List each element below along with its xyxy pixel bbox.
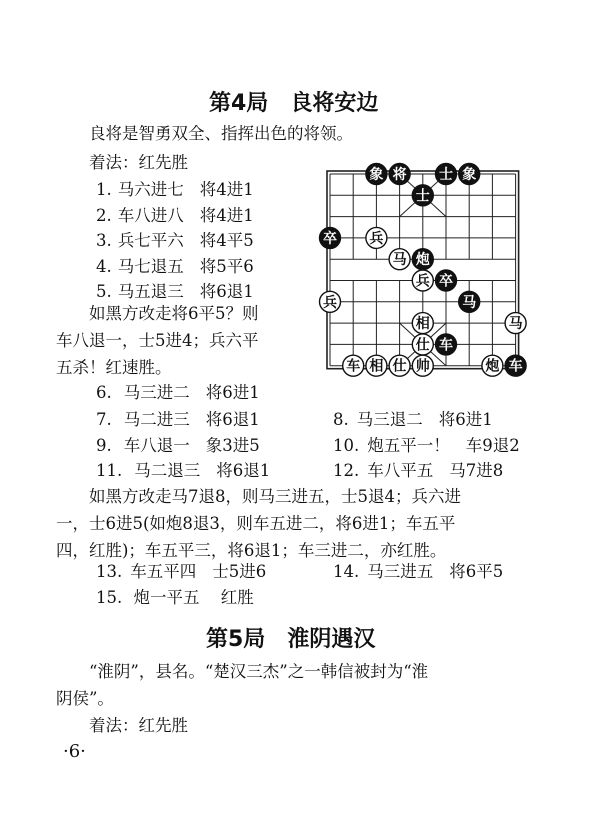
intro-text: 阴侯”。	[56, 689, 114, 708]
moves-label: 着法：红先胜	[89, 716, 188, 735]
section-name: 淮阴遇汉	[287, 627, 376, 652]
move-number: 11.	[96, 461, 123, 480]
variation-line: 如黑方改走将6平5？则	[89, 304, 259, 323]
move-black: 将6平5	[449, 562, 504, 581]
move-row	[96, 278, 254, 302]
move-row	[333, 457, 503, 481]
section-number: 第4局	[209, 91, 269, 116]
move-red: 车八退一	[123, 435, 190, 455]
black-piece	[320, 227, 341, 248]
move-red: 马六进七	[117, 180, 184, 199]
red-piece	[505, 313, 526, 334]
move-number: 13.	[96, 562, 123, 581]
move-black: 将4进1	[199, 180, 254, 199]
moves-label: 着法：红先胜	[89, 153, 188, 172]
page-number: ·6·	[63, 741, 86, 762]
variation-line: 一，士6进5(如炮8退3，则车五进二，将6进1；车五平	[56, 514, 456, 533]
move-number: 6.	[96, 383, 112, 402]
move-red: 马三进二	[123, 383, 190, 402]
red-piece	[389, 249, 410, 270]
red-piece	[412, 334, 433, 355]
move-red: 马二退三	[134, 461, 201, 480]
red-piece	[366, 355, 387, 376]
piece-label: 仕	[392, 358, 407, 375]
variation-line: 如黑方改走马7退8，则马三进五，士5退4；兵六进	[89, 487, 461, 506]
move-number: 4.	[96, 256, 112, 276]
move-row	[96, 253, 254, 277]
piece-label: 马	[462, 294, 477, 311]
black-piece	[412, 185, 433, 206]
move-number: 5.	[96, 282, 112, 301]
move-row	[96, 406, 260, 430]
move-black: 将4进1	[199, 205, 254, 225]
red-piece	[389, 355, 410, 376]
section-number: 第5局	[206, 627, 266, 652]
move-red: 马三退二	[356, 410, 423, 429]
section-title	[206, 622, 375, 653]
piece-label: 将	[392, 167, 407, 183]
move-row	[96, 176, 254, 200]
black-piece	[436, 270, 457, 291]
move-black: 将4平5	[199, 231, 254, 250]
move-number: 12.	[333, 461, 360, 480]
move-row	[333, 558, 503, 582]
piece-label: 仕	[415, 337, 430, 354]
move-row	[333, 432, 520, 456]
move-black: 士5进6	[212, 562, 267, 581]
move-red: 炮一平五	[133, 588, 200, 607]
move-black: 马7进8	[449, 461, 504, 480]
piece-label: 车	[508, 358, 523, 375]
move-black: 将6退1	[205, 410, 260, 429]
move-red: 车五平四	[130, 562, 197, 581]
move-black: 红胜	[220, 588, 254, 607]
piece-label: 相	[415, 316, 430, 333]
move-row	[96, 379, 260, 403]
move-row	[96, 558, 266, 582]
move-row	[96, 227, 254, 251]
variation-line: 车八退一，士5进4；兵六平	[56, 331, 259, 350]
piece-label: 车	[346, 358, 361, 375]
move-number: 15.	[96, 588, 123, 607]
piece-label: 兵	[369, 230, 384, 247]
red-piece	[412, 313, 433, 334]
red-piece	[320, 291, 341, 312]
piece-label: 兵	[323, 294, 337, 311]
move-red: 马三进五	[367, 562, 434, 581]
move-red: 车八进八	[117, 205, 184, 225]
piece-label: 卒	[323, 230, 337, 247]
black-piece	[366, 164, 387, 185]
move-row	[96, 432, 260, 456]
move-number: 2.	[96, 205, 112, 225]
piece-label: 马	[392, 252, 407, 269]
black-piece	[436, 334, 457, 355]
move-red: 马五退三	[117, 282, 184, 301]
move-row	[96, 202, 254, 226]
piece-label: 相	[369, 358, 384, 375]
piece-label: 兵	[415, 273, 430, 290]
black-piece	[389, 164, 410, 185]
move-black: 将5平6	[199, 256, 254, 276]
black-piece	[459, 164, 480, 185]
piece-label: 象	[462, 167, 477, 183]
black-piece	[505, 355, 526, 376]
move-black: 将6进1	[205, 383, 260, 402]
move-red: 炮五平一！	[367, 435, 450, 455]
red-piece	[412, 355, 433, 376]
move-red: 车八平五	[367, 461, 434, 480]
piece-label: 炮	[415, 252, 430, 269]
move-black: 将6退1	[216, 461, 271, 480]
red-piece	[482, 355, 503, 376]
move-row	[333, 406, 493, 430]
move-number: 1.	[96, 180, 112, 199]
move-black: 将6退1	[199, 282, 254, 301]
chess-board-diagram	[318, 160, 530, 378]
variation-line: 四，红胜)；车五平三，将6退1；车三进二，亦红胜。	[56, 541, 447, 560]
black-piece	[459, 291, 480, 312]
red-piece	[366, 227, 387, 248]
piece-label: 士	[439, 167, 453, 183]
piece-label: 帅	[415, 358, 430, 375]
move-row	[96, 584, 254, 608]
red-piece	[343, 355, 364, 376]
move-number: 9.	[96, 435, 112, 455]
black-piece	[412, 249, 433, 270]
move-number: 14.	[333, 562, 360, 581]
move-black: 象3进5	[205, 435, 260, 455]
piece-label: 卒	[439, 273, 453, 290]
move-black: 将6进1	[438, 410, 493, 429]
move-red: 马二进三	[123, 410, 190, 429]
variation-line: 五杀！红速胜。	[56, 358, 172, 377]
black-piece	[436, 164, 457, 185]
section-name: 良将安边	[290, 91, 379, 116]
piece-label: 马	[508, 316, 523, 333]
move-number: 3.	[96, 231, 112, 250]
intro-text: 良将是智勇双全、指挥出色的将领。	[89, 124, 353, 143]
section-title	[209, 86, 378, 117]
move-red: 马七退五	[117, 256, 184, 276]
piece-label: 车	[439, 337, 453, 354]
move-number: 8.	[333, 410, 349, 429]
move-black: 车9退2	[465, 435, 520, 455]
move-row	[96, 457, 270, 481]
red-piece	[412, 270, 433, 291]
intro-text: “淮阴”，县名。“楚汉三杰”之一韩信被封为“淮	[89, 662, 429, 681]
move-number: 10.	[333, 435, 360, 455]
piece-label: 象	[369, 167, 384, 183]
piece-label: 炮	[485, 358, 500, 375]
piece-label: 士	[415, 188, 430, 205]
move-number: 7.	[96, 410, 112, 429]
move-red: 兵七平六	[117, 231, 184, 250]
